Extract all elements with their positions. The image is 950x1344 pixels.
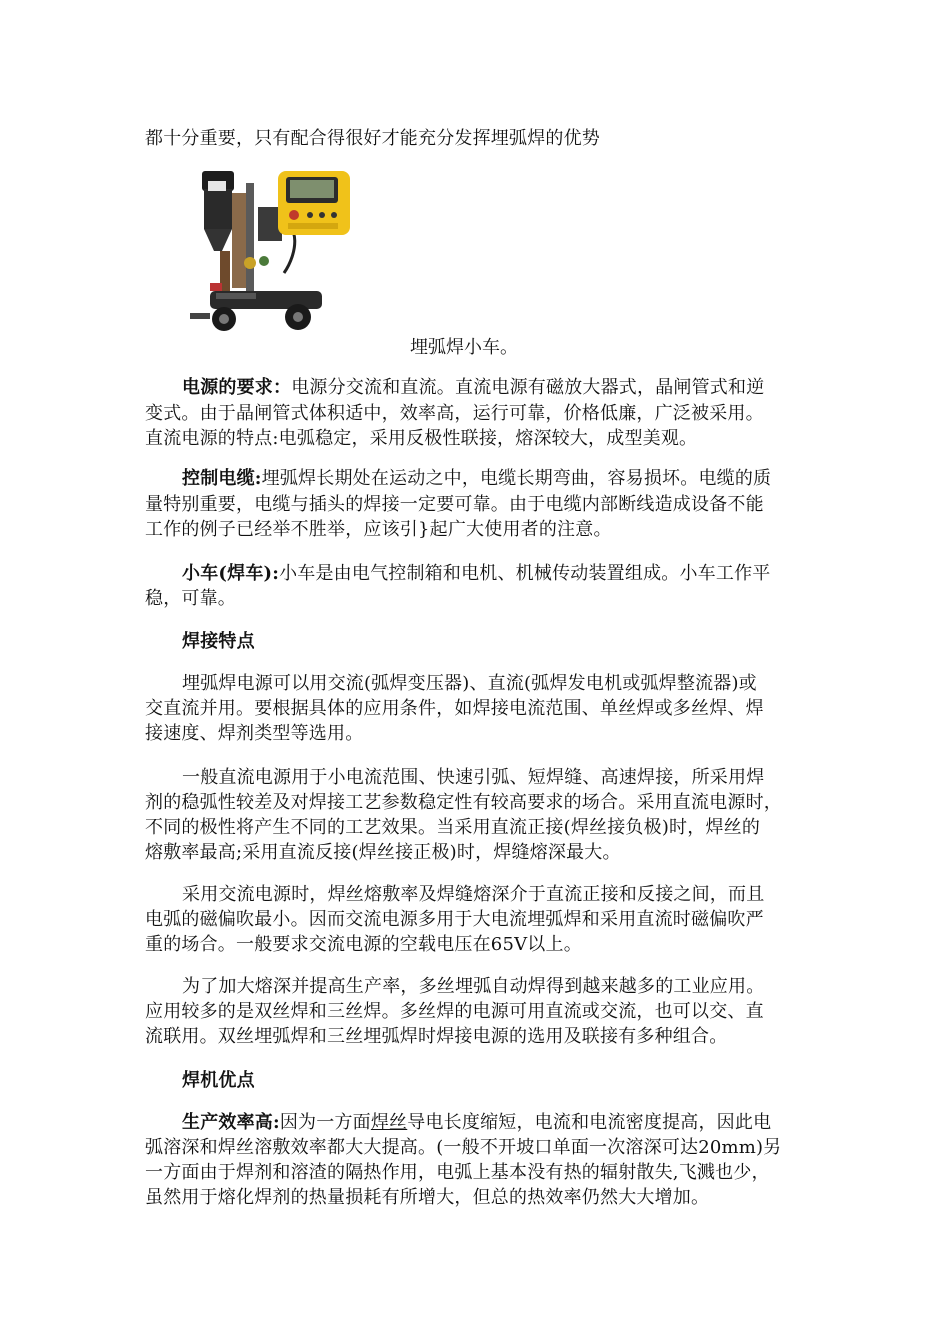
power-heading: 电源的要求：	[182, 377, 292, 398]
efficiency-text-pre: 因为一方面	[279, 1112, 371, 1133]
power-text-1: 电源分交流和直流。直流电源有磁放大器式，晶闸管式和逆	[291, 377, 765, 398]
cable-paragraph-line-1	[182, 467, 771, 491]
features-p1-line-2: 交直流并用。要根据具体的应用条件，如焊接电流范围、单丝焊或多丝焊、焊	[145, 698, 764, 719]
efficiency-text-3: 一方面由于焊剂和溶渣的隔热作用，电弧上基本没有热的辐射散失,飞溅也少，	[145, 1162, 770, 1183]
cable-text-1: 埋弧焊长期处在运动之中，电缆长期弯曲，容易损坏。电缆的质	[261, 468, 772, 489]
power-paragraph-line-1	[182, 376, 764, 400]
welding-wire-link[interactable]: 焊丝	[370, 1112, 408, 1133]
cable-text-3: 工作的例子已经举不胜举，应该引}起广大使用者的注意。	[145, 519, 612, 540]
power-text-3: 直流电源的特点:电弧稳定，采用反极性联接，熔深较大，成型美观。	[145, 428, 698, 449]
features-heading: 焊接特点	[182, 631, 255, 652]
cable-text-2: 量特别重要，电缆与插头的焊接一定要可靠。由于电缆内部断线造成设备不能	[145, 494, 764, 515]
efficiency-text-4: 虽然用于熔化焊剂的热量损耗有所增大，但总的热效率仍然大大增加。	[145, 1187, 710, 1208]
features-p4-line-1: 为了加大熔深并提高生产率，多丝埋弧自动焊得到越来越多的工业应用。	[182, 976, 765, 997]
features-p2-line-4: 熔敷率最高;采用直流反接(焊丝接正极)时，焊缝熔深最大。	[145, 842, 621, 863]
features-p1-line-1: 埋弧焊电源可以用交流(弧焊变压器)、直流(弧焊发电机或弧焊整流器)或	[182, 673, 757, 694]
carriage-text-1: 小车是由电气控制箱和电机、机械传动装置组成。小车工作平	[279, 563, 771, 584]
efficiency-text-2: 弧溶深和焊丝溶敷效率都大大提高。(一般不开坡口单面一次溶深可达20mm)另	[145, 1137, 782, 1158]
features-p2-line-3: 不同的极性将产生不同的工艺效果。当采用直流正接(焊丝接负极)时，焊丝的	[145, 817, 761, 838]
welding-carriage-image	[180, 163, 355, 335]
advantages-heading: 焊机优点	[182, 1070, 255, 1091]
figure-caption: 埋弧焊小车。	[410, 337, 518, 358]
features-p3-line-2: 电弧的磁偏吹最小。因而交流电源多用于大电流埋弧焊和采用直流时磁偏吹严	[145, 909, 764, 930]
efficiency-heading: 生产效率高:	[182, 1112, 280, 1133]
power-text-2: 变式。由于晶闸管式体积适中，效率高，运行可靠，价格低廉，广泛被采用。	[145, 403, 764, 424]
features-p1-line-3: 接速度、焊剂类型等选用。	[145, 723, 364, 744]
features-p2-line-2: 剂的稳弧性较差及对焊接工艺参数稳定性有较高要求的场合。采用直流电源时，	[145, 792, 782, 813]
features-p4-line-3: 流联用。双丝埋弧焊和三丝埋弧焊时焊接电源的选用及联接有多种组合。	[145, 1026, 728, 1047]
intro-text: 都十分重要，只有配合得很好才能充分发挥埋弧焊的优势	[145, 128, 600, 149]
features-p4-line-2: 应用较多的是双丝焊和三丝焊。多丝焊的电源可用直流或交流，也可以交、直	[145, 1001, 764, 1022]
efficiency-paragraph-line-1	[182, 1111, 771, 1135]
carriage-paragraph-line-1	[182, 562, 770, 586]
efficiency-text-post: 导电长度缩短，电流和电流密度提高，因此电	[407, 1112, 772, 1133]
cable-heading: 控制电缆:	[182, 468, 262, 489]
features-p3-line-1: 采用交流电源时，焊丝熔敷率及焊缝熔深介于直流正接和反接之间，而且	[182, 884, 765, 905]
features-p3-line-3: 重的场合。一般要求交流电源的空载电压在65V以上。	[145, 934, 582, 955]
features-p2-line-1: 一般直流电源用于小电流范围、快速引弧、短焊缝、高速焊接，所采用焊	[182, 767, 765, 788]
carriage-text-2: 稳，可靠。	[145, 588, 236, 609]
carriage-heading: 小车(焊车):	[182, 563, 280, 584]
